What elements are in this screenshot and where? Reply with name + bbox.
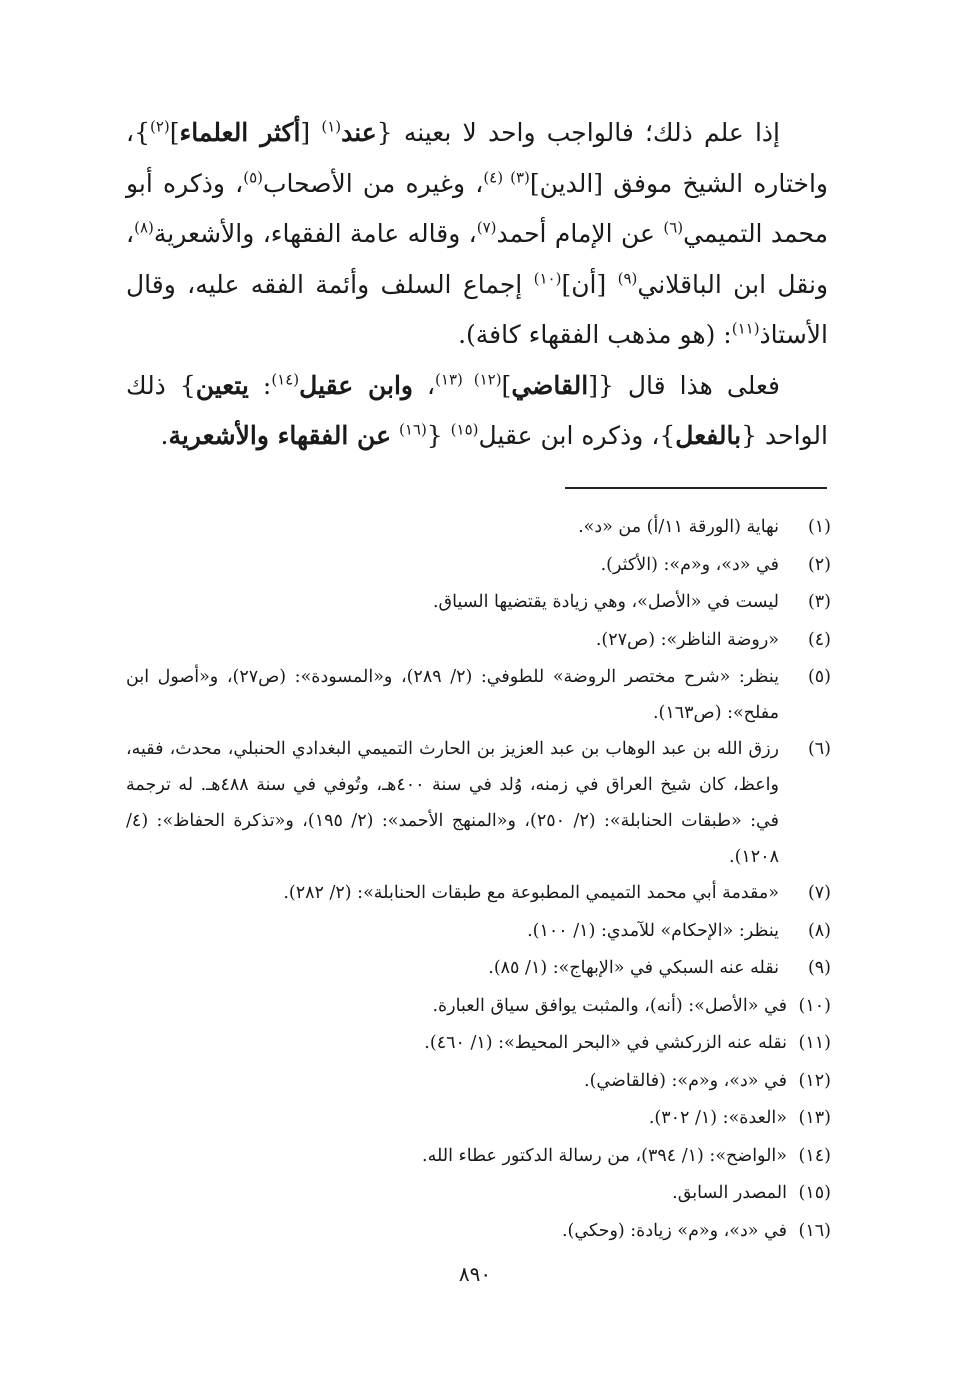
text-run: }، وذكره ابن عقيل [478,421,676,450]
footnote-text: رزق الله بن عبد الوهاب بن عبد العزيز بن الحارث التميمي البغدادي الحنبلي، محدث، فقيه، واعظ، كان شيخ العراق في زمنه، وُلد في سنة ٤٠٠هـ، وتُوفي في سنة ٤٨٨هـ. له ترجمة في: «طبقات الحنابلة»: (٢/ ٢٥٠)، و«المنهج الأحمد»: (٢/ ١٩٥)، و«تذكرة الحفاظ»: (٤/ ١٢٠٨). [126,739,779,867]
footnote-ref[interactable]: (٦) [663,218,684,237]
footnote-7 [126,875,831,913]
text-run: : [248,370,272,400]
footnote-ref[interactable]: (١٠) [533,269,562,288]
footnote-number: (١٣) [798,1108,831,1128]
text-run [391,421,399,450]
footnote-text: في «د»، و«م»: (الأكثر). [600,554,779,575]
footnote-ref[interactable]: (٩) [617,269,638,288]
paragraph-1 [126,108,828,361]
footnote-11 [126,1025,831,1063]
footnote-4 [126,622,831,660]
footnote-number: (١٤) [798,1145,831,1166]
paragraph-2 [126,361,828,462]
footnote-number: (٧) [807,883,831,903]
text-run: ] [169,118,180,147]
text-run: إجماع السلف وأئمة الفقه عليه، وقال الأستاذ [126,269,828,349]
footnote-number: (٤) [807,629,831,650]
text-run: فعلى هذا قال {[ [588,370,780,400]
footnote-16 [126,1213,831,1251]
footnote-number: (٥) [807,667,831,687]
main-text [126,108,828,462]
text-run: ، ونقل ابن الباقلاني [126,219,829,299]
footnote-text: ليست في «الأصل»، وهي زيادة يقتضيها السياق. [432,592,779,612]
bold-run: يتعين [195,370,249,400]
text-run: ، [412,370,436,400]
footnote-text: نهاية (الورقة ١١/أ) من «د». [578,517,779,537]
footnote-text: «الواضح»: (١/ ٣٩٤)، من رسالة الدكتور عطاء الله. [422,1145,787,1166]
footnote-text: «العدة»: (١/ ٣٠٢). [648,1108,787,1128]
footnote-number: (٢) [807,554,831,575]
text-run: ] [501,370,512,400]
footnote-number: (٩) [807,958,831,978]
footnote-ref[interactable]: (٨) [134,218,154,237]
bold-run: بالفعل [675,421,742,450]
footnote-14 [126,1138,831,1176]
bold-run: أكثر العلماء [179,118,301,147]
footnote-ref[interactable]: (١) [321,117,342,136]
footnote-number: (١٥) [798,1183,831,1203]
footnote-2 [126,547,831,585]
footnote-number: (١٢) [798,1070,831,1091]
footnote-number: (٨) [807,920,831,941]
footnote-6 [126,731,831,875]
footnote-number: (١) [807,517,831,537]
bold-run: القاضي [511,370,589,400]
footnote-text: ينظر: «الإحكام» للآمدي: (١/ ١٠٠). [527,920,779,941]
footnote-ref[interactable]: (١٥) [450,420,479,439]
footnote-15 [126,1175,831,1213]
footnote-ref[interactable]: (١١) [731,319,760,338]
footnote-text: في «الأصل»: (أنه)، والمثبت يوافق سياق العبارة. [432,995,787,1016]
text-run: إذا علم ذلك؛ فالواجب واحد لا بعينه { [376,118,780,147]
text-run: ، وذكره أبو محمد التميمي [126,168,828,248]
footnote-1 [126,509,831,547]
text-run: عن الإمام أحمد [496,219,664,248]
footnote-separator [565,487,827,489]
footnote-text: في «د»، و«م» زيادة: (وحكي). [561,1220,787,1241]
footnotes-list [126,509,831,1250]
footnote-ref[interactable]: (٥) [243,168,264,187]
footnote-8 [126,913,831,951]
footnote-number: (١٠) [798,995,831,1016]
text-run: ، وقاله عامة الفقهاء، والأشعرية [153,219,477,248]
footnote-text: في «د»، و«م»: (فالقاضي). [584,1070,787,1091]
text-run: [أن] [561,269,618,299]
footnote-13 [126,1100,831,1138]
page-number: ٨٩٠ [458,1262,492,1286]
footnote-number: (١٦) [798,1220,831,1241]
bold-run: عند [341,118,377,147]
footnote-text: نقله عنه الزركشي في «البحر المحيط»: (١/ ٤٦٠). [424,1033,787,1053]
footnote-number: (١١) [798,1033,831,1053]
text-run: . [160,421,169,450]
footnote-ref[interactable]: (٢) [149,117,170,136]
footnote-9 [126,950,831,988]
footnote-10 [126,988,831,1026]
text-run: ، وغيره من الأصحاب [263,168,484,198]
text-run: }، واختاره الشيخ موفق [الدين] [126,118,829,198]
text-run: [ [300,118,322,147]
footnote-3 [126,584,831,622]
footnote-ref[interactable]: (٣) (٤) [483,168,530,187]
footnote-text: المصدر السابق. [672,1183,787,1203]
footnote-text: ينظر: «شرح مختصر الروضة» للطوفي: (٢/ ٢٨٩)، و«المسودة»: (ص٢٧)، و«أصول ابن مفلح»: (ص١٦٣). [126,667,779,723]
footnote-12 [126,1063,831,1101]
text-run: } ذلك الواحد { [126,370,828,450]
footnote-number: (٣) [807,592,831,612]
text-run: : (هو مذهب الفقهاء كافة). [458,320,732,349]
footnote-ref[interactable]: (١٤) [271,370,300,389]
bold-run: عن الفقهاء والأشعرية [168,421,391,450]
footnote-ref[interactable]: (٧) [476,218,497,237]
footnote-text: «روضة الناظر»: (ص٢٧). [595,629,779,650]
footnote-ref[interactable]: (١٦) [398,420,427,439]
footnote-5 [126,659,831,731]
footnote-ref[interactable]: (١٢) (١٣) [435,370,502,389]
footnote-text: نقله عنه السبكي في «الإبهاج»: (١/ ٨٥). [488,958,779,978]
bold-run: وابن عقيل [299,370,413,400]
footnote-text: «مقدمة أبي محمد التميمي المطبوعة مع طبقات الحنابلة»: (٢/ ٢٨٢). [283,883,779,903]
text-run: { [426,421,451,450]
footnote-number: (٦) [807,739,831,759]
